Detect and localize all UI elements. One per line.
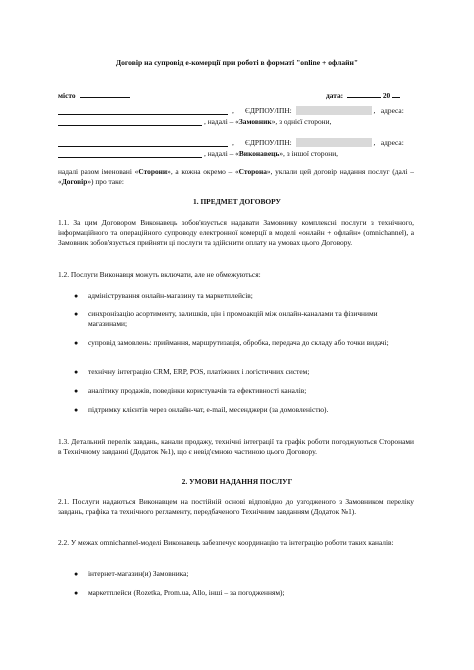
- date-blank[interactable]: [347, 89, 381, 98]
- year-blank[interactable]: [392, 89, 400, 98]
- city-label: місто: [58, 91, 76, 100]
- party1-edrpou-field: , ЄДРПОУ/ІПН: , адреса:: [232, 106, 404, 115]
- clause-2-1: 2.1. Послуги надаються Виконавцем на постійній основі відповідно до узгодженого з Замовником переліку завдань, графіка та технічного регламенту, передбаченого Технічним завданням (Додаток №1).: [58, 497, 414, 516]
- party2-address-label: адреса:: [380, 138, 404, 147]
- date-label: дата:: [326, 91, 344, 100]
- list-item: аналітику продажів, поведінки користувачів та ефективності каналів;: [88, 386, 307, 395]
- intro-paragraph: надалі разом іменовані «Сторони», а кожна окремо – «Сторона», уклали цей договір надання послуг (далі – «Договір») про таке:: [58, 167, 414, 186]
- bullet-icon: ●: [74, 368, 79, 376]
- party1-edrpou-label: ЄДРПОУ/ІПН:: [244, 106, 292, 115]
- clause-1-3: 1.3. Детальний перелік завдань, канали продажу, технічні інтеграції та графік роботи погоджуються Сторонами в Технічному завданні (Додаток №1), що є невід'ємною частиною цього Договору.: [58, 437, 414, 456]
- list-item: супровід замовлень: приймання, маршрутизація, обробка, передача до складу або точки видачі;: [88, 338, 389, 347]
- clause-2-2: 2.2. У межах omnichannel-моделі Виконавець забезпечує координацію та інтеграцію роботи таких каналів:: [58, 538, 394, 547]
- city-blank[interactable]: [80, 89, 130, 98]
- clause-1-1: 1.1. За цим Договором Виконавець зобов'язується надавати Замовнику комплексні послуги з технічного, інформаційного та операційного супроводу електронної комерції в моделі «онлайн + офлайн» (omnichannel), а Замовник зобов'язується прийняти ці послуги та здійснити оплату на умовах цього Договору.: [58, 218, 414, 247]
- document-title: Договір на супровід e-комерції при роботі в форматі "online + офлайн": [115, 58, 359, 67]
- list-item: адміністрування онлайн-магазину та маркетплейсів;: [88, 291, 253, 300]
- party2-address-blank[interactable]: [58, 149, 202, 158]
- party1-edrpou-value[interactable]: [296, 106, 372, 115]
- bullet-icon: ●: [74, 292, 79, 300]
- party2-edrpou-value[interactable]: [296, 138, 372, 147]
- party1-address-blank[interactable]: [58, 117, 202, 126]
- party1-role-line: , надалі – «Замовник», з однієї сторони,: [204, 117, 332, 126]
- party1-address-label: адреса:: [380, 106, 404, 115]
- city-field: [58, 89, 130, 101]
- list-item: синхронізацію асортименту, залишків, цін і промоакцій між онлайн-каналами та фізичними магазинами;: [88, 309, 378, 328]
- party2-role: Виконавець: [238, 149, 280, 158]
- party2-edrpou-label: ЄДРПОУ/ІПН:: [244, 138, 292, 147]
- party2-role-line: , надалі – «Виконавець», з іншої сторони,: [204, 149, 339, 158]
- bullet-icon: ●: [74, 387, 79, 395]
- year-prefix: 20: [382, 91, 391, 100]
- list-item: інтернет-магазин(и) Замовника;: [88, 569, 189, 578]
- list-item: підтримку клієнтів через онлайн-чат, e-mail, месенджери (за домовленістю).: [88, 405, 329, 414]
- section2-heading: 2. УМОВИ НАДАННЯ ПОСЛУГ: [181, 477, 293, 486]
- date-field: [326, 89, 400, 101]
- bullet-icon: ●: [74, 339, 79, 347]
- section1-heading: 1. ПРЕДМЕТ ДОГОВОРУ: [193, 197, 281, 206]
- party2-name-blank[interactable]: [58, 138, 228, 147]
- list-item: маркетплейси (Rozetka, Prom.ua, Allo, інші – за погодженням);: [88, 588, 285, 597]
- bullet-icon: ●: [74, 406, 79, 414]
- list-item: технічну інтеграцію CRM, ERP, POS, платіжних і логістичних систем;: [88, 367, 310, 376]
- clause-1-2: 1.2. Послуги Виконавця можуть включати, але не обмежуються:: [58, 270, 261, 279]
- party1-role: Замовник: [238, 117, 272, 126]
- party2-edrpou-field: , ЄДРПОУ/ІПН: , адреса:: [232, 138, 404, 147]
- bullet-icon: ●: [74, 589, 79, 597]
- bullet-icon: ●: [74, 570, 79, 578]
- bullet-icon: ●: [74, 310, 79, 318]
- party1-name-blank[interactable]: [58, 106, 228, 115]
